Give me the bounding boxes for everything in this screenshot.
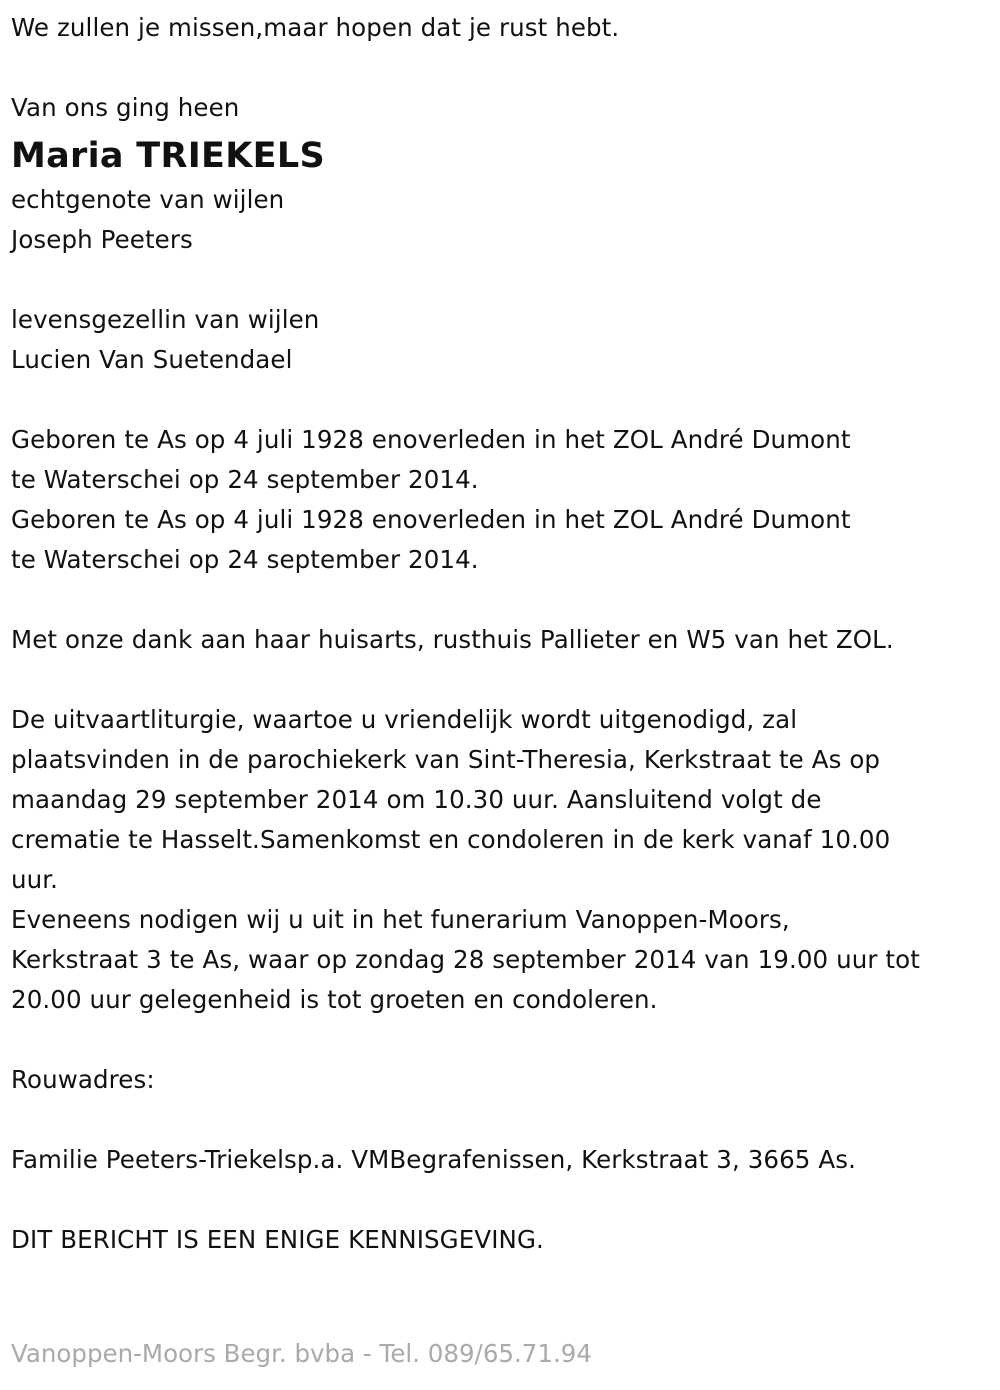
birth-death-line: te Waterschei op 24 september 2014. xyxy=(11,545,479,574)
spacer xyxy=(11,1180,991,1220)
birth-death-line: Geboren te As op 4 juli 1928 enoverleden in het ZOL André Dumont xyxy=(11,425,851,454)
deceased-name: Maria TRIEKELS xyxy=(11,136,326,176)
thanks-line: Met onze dank aan haar huisarts, rusthuis Pallieter en W5 van het ZOL. xyxy=(11,625,894,654)
partner-label: levensgezellin van wijlen xyxy=(11,305,320,334)
spacer xyxy=(11,1100,991,1140)
spacer xyxy=(11,660,991,700)
spouse-name: Joseph Peeters xyxy=(11,225,193,254)
spacer xyxy=(11,580,991,620)
death-notice xyxy=(11,8,991,1260)
spacer xyxy=(11,380,991,420)
address-line: Familie Peeters-Triekelsp.a. VMBegrafenissen, Kerkstraat 3, 3665 As. xyxy=(11,1145,856,1174)
liturgy-line: Eveneens nodigen wij u uit in het funerarium Vanoppen-Moors, xyxy=(11,905,790,934)
liturgy-line: Kerkstraat 3 te As, waar op zondag 28 september 2014 van 19.00 uur tot xyxy=(11,945,920,974)
spacer xyxy=(11,260,991,300)
liturgy-line: 20.00 uur gelegenheid is tot groeten en condoleren. xyxy=(11,985,658,1014)
liturgy-line: uur. xyxy=(11,865,59,894)
address-label: Rouwadres: xyxy=(11,1065,155,1094)
liturgy-line: maandag 29 september 2014 om 10.30 uur. Aansluitend volgt de xyxy=(11,785,822,814)
intro-line: Van ons ging heen xyxy=(11,93,240,122)
opening-line: We zullen je missen,maar hopen dat je rust hebt. xyxy=(11,13,620,42)
spacer xyxy=(11,48,991,88)
liturgy-line: De uitvaartliturgie, waartoe u vriendelijk wordt uitgenodigd, zal xyxy=(11,705,798,734)
spacer xyxy=(11,1020,991,1060)
sole-notice-line: DIT BERICHT IS EEN ENIGE KENNISGEVING. xyxy=(11,1225,544,1254)
partner-name: Lucien Van Suetendael xyxy=(11,345,293,374)
liturgy-line: plaatsvinden in de parochiekerk van Sint-Theresia, Kerkstraat te As op xyxy=(11,745,881,774)
liturgy-line: crematie te Hasselt.Samenkomst en condoleren in de kerk vanaf 10.00 xyxy=(11,825,891,854)
birth-death-line: Geboren te As op 4 juli 1928 enoverleden in het ZOL André Dumont xyxy=(11,505,851,534)
birth-death-line: te Waterschei op 24 september 2014. xyxy=(11,465,479,494)
spouse-label: echtgenote van wijlen xyxy=(11,185,285,214)
undertaker-footer: Vanoppen-Moors Begr. bvba - Tel. 089/65.71.94 xyxy=(11,1339,592,1368)
